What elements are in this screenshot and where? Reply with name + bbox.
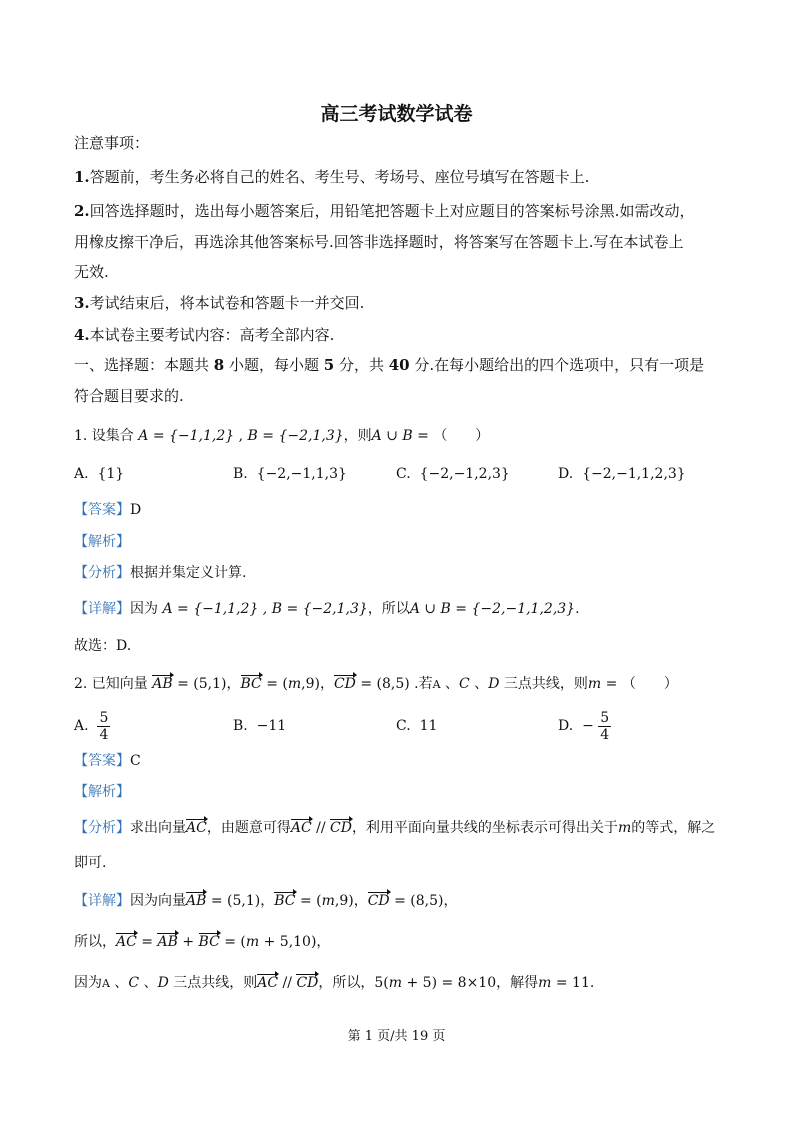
vector-cd: CD (367, 893, 390, 909)
section-text: 一、选择题：本题共 (74, 356, 214, 374)
vector-bc: BC (240, 676, 262, 692)
math-expression: A = {−1,1,2} , B = {−2,1,3} (162, 601, 368, 617)
q2-fenxi (74, 818, 715, 838)
point-label: C (459, 676, 470, 692)
option-value: {1} (97, 466, 125, 482)
item-text: 考试结束后，将本试卷和答题卡一并交回. (89, 294, 365, 312)
item-number: 1. (74, 168, 90, 186)
total-points: 40 (388, 356, 410, 374)
option-label: C. (396, 466, 411, 482)
math-expression: + 5,10) (259, 934, 317, 950)
math-operator: + (177, 934, 199, 950)
vector-ac: AC (116, 934, 137, 950)
numerator: 5 (600, 709, 610, 726)
section-text: 分，共 (334, 356, 389, 374)
option-value: −11 (256, 718, 287, 734)
question-count: 8 (213, 356, 225, 374)
notice-item-3 (74, 293, 364, 313)
notice-heading: 注意事项： (74, 134, 150, 152)
math-variable: m (321, 893, 335, 909)
question-text: ，则 (343, 428, 372, 444)
math-expression: = (5,1) (206, 893, 261, 909)
notice-item-2-line-2: 用橡皮擦干净后，再选涂其他答案标号.回答非选择题时，将答案写在答题卡上.写在本试卷上 (74, 233, 684, 251)
xiangjie-tag: 【详解】 (74, 893, 130, 909)
analysis-tag: 【解析】 (74, 534, 130, 550)
question-text: .若 (409, 676, 433, 692)
vector-cd: CD (330, 820, 352, 836)
math-variable: m (538, 975, 552, 991)
point-label: D (488, 676, 500, 692)
q2-option-d (558, 708, 611, 744)
question-points: 5 (323, 356, 335, 374)
punctuation: ， (443, 893, 458, 909)
punctuation: 、 (139, 975, 158, 991)
page-footer: 第 1 页/共 19 页 (347, 1029, 446, 1044)
item-number: 2. (74, 202, 90, 220)
option-label: B. (233, 718, 248, 734)
math-variable: m (617, 820, 632, 836)
vector-ab: AB (157, 934, 178, 950)
math-expression: = ( (261, 676, 288, 692)
fraction (97, 710, 110, 743)
option-value: {−2,−1,2,3} (419, 466, 510, 482)
xiangjie-text: ，所以， (318, 975, 375, 991)
q1-answer (74, 500, 141, 520)
math-expression: A = {−1,1,2} (138, 428, 235, 444)
notice-item-2 (74, 201, 694, 221)
math-expression: = (601, 676, 618, 692)
question-text: 2. 已知向量 (74, 676, 148, 692)
q2-fenxi-line-2: 即可. (74, 855, 107, 871)
option-label: D. (558, 718, 574, 734)
notice-item-2-line-3: 无效. (74, 263, 109, 281)
question-1-stem (74, 426, 489, 446)
denominator: 4 (600, 726, 610, 743)
xiangjie-text: ，所以 (367, 601, 410, 617)
fenxi-text: ，利用平面向量共线的坐标表示可得出关于 (351, 820, 618, 836)
math-variable: m (388, 975, 403, 991)
math-expression: = (8,5) (389, 893, 444, 909)
math-variable: m (587, 676, 602, 692)
punctuation: ， (353, 893, 368, 909)
punctuation: ， (260, 893, 275, 909)
section-heading-line-2: 符合题目要求的. (74, 387, 184, 405)
xiangjie-text: 因为向量 (130, 893, 186, 909)
math-expression: = (8,5) (355, 676, 410, 692)
math-expression: = ( (219, 934, 246, 950)
option-label: B. (233, 466, 248, 482)
punctuation: . (575, 601, 580, 617)
option-label: C. (396, 718, 411, 734)
punctuation: ， (226, 676, 241, 692)
option-label: D. (558, 466, 574, 482)
math-expression: = (136, 934, 158, 950)
q2-option-b (233, 716, 286, 736)
q2-xiangjie-step-2 (74, 932, 330, 952)
fenxi-text: ，由题意可得 (206, 820, 291, 836)
answer-tag: 【答案】 (74, 502, 130, 518)
q1-option-c (396, 464, 510, 484)
fenxi-tag: 【分析】 (74, 820, 130, 836)
separator: , (234, 428, 248, 444)
question-text: 1. 设集合 (74, 428, 134, 444)
denominator: 4 (99, 726, 109, 743)
option-label: A. (74, 466, 89, 482)
punctuation: ， (316, 934, 331, 950)
option-value: {−2,−1,1,2,3} (582, 466, 686, 482)
math-expression: ,9) (334, 893, 354, 909)
answer-value: D (130, 502, 142, 518)
math-variable: m (287, 676, 302, 692)
answer-blank: （ ） (621, 676, 678, 692)
option-label: A. (74, 718, 89, 734)
vector-ab: AB (152, 676, 173, 692)
math-expression: B = {−2,1,3} (247, 428, 344, 444)
minus-sign: − (582, 718, 594, 734)
q2-xiangjie (74, 891, 457, 911)
math-variable: m (245, 934, 260, 950)
q2-xiangjie-step-3 (74, 973, 594, 994)
fenxi-tag: 【分析】 (74, 565, 130, 581)
xiangjie-text: 所以， (74, 934, 116, 950)
vector-cd: CD (333, 676, 356, 692)
q1-analysis-tag (74, 532, 130, 552)
punctuation: 、 (469, 676, 489, 692)
point-label: A (102, 977, 110, 990)
section-text: 小题，每小题 (224, 356, 324, 374)
item-text: 答题前，考生务必将自己的姓名、考生号、考场号、座位号填写在答题卡上. (89, 168, 590, 186)
q2-option-c (396, 716, 437, 736)
section-text: 分.在每小题给出的四个选项中，只有一项是 (409, 356, 705, 374)
point-label: C (128, 975, 140, 991)
notice-item-4 (74, 325, 334, 345)
math-expression: A ∪ B = {−2,−1,1,2,3} (409, 601, 576, 617)
xiangjie-text: ，解得 (496, 975, 539, 991)
punctuation: 、 (440, 676, 460, 692)
q1-choose: 故选：D. (74, 638, 132, 654)
point-label: A (432, 678, 441, 691)
parallel-symbol: // (311, 820, 330, 836)
question-2-stem (74, 674, 678, 695)
xiangjie-text: 因为 (74, 975, 102, 991)
punctuation: 、 (109, 975, 129, 991)
notice-item-1 (74, 167, 589, 187)
parallel-symbol: // (278, 975, 297, 991)
option-value: {−2,−1,1,3} (256, 466, 347, 482)
fenxi-text: 的等式，解之 (631, 820, 716, 836)
point-label: D (157, 975, 169, 991)
q2-answer (74, 751, 141, 771)
vector-bc: BC (274, 893, 296, 909)
vector-bc: BC (198, 934, 220, 950)
punctuation: ， (319, 676, 334, 692)
math-expression: ,9) (301, 676, 320, 692)
math-expression: 5( (374, 975, 389, 991)
xiangjie-text: 因为 (130, 601, 158, 617)
math-expression: + 5) = 8×10 (402, 975, 497, 991)
option-value: 11 (419, 718, 438, 734)
xiangjie-tag: 【详解】 (74, 601, 130, 617)
section-heading (74, 355, 704, 375)
answer-tag: 【答案】 (74, 753, 130, 769)
page-title: 高三考试数学试卷 (320, 103, 473, 125)
item-text: 本试卷主要考试内容：高考全部内容. (89, 326, 335, 344)
vector-ac: AC (290, 820, 312, 836)
numerator: 5 (99, 709, 109, 726)
math-expression: = ( (295, 893, 322, 909)
fraction (598, 710, 611, 743)
xiangjie-text: 三点共线，则 (168, 975, 258, 991)
question-text: 三点共线，则 (499, 676, 588, 692)
q2-option-a (74, 708, 110, 744)
math-expression: A ∪ B = (371, 428, 429, 444)
answer-blank: （ ） (433, 428, 490, 444)
vector-ac: AC (186, 820, 207, 836)
vector-cd: CD (296, 975, 319, 991)
q1-option-b (233, 464, 347, 484)
item-text: 回答选择题时，选出每小题答案后，用铅笔把答题卡上对应题目的答案标号涂黑.如需改动， (89, 202, 695, 220)
vector-ab: AB (186, 893, 207, 909)
item-number: 4. (74, 326, 90, 344)
q1-option-a (74, 464, 124, 484)
analysis-tag: 【解析】 (74, 784, 130, 800)
fenxi-text: 根据并集定义计算. (130, 565, 247, 581)
q1-fenxi (74, 563, 246, 583)
math-expression: = 11. (551, 975, 595, 991)
q1-xiangjie (74, 599, 580, 619)
item-number: 3. (74, 294, 90, 312)
q1-option-d (558, 464, 686, 484)
answer-value: C (130, 753, 141, 769)
fenxi-text: 求出向量 (130, 820, 186, 836)
math-expression: = (5,1) (172, 676, 227, 692)
vector-ac: AC (257, 975, 279, 991)
q2-analysis-tag (74, 782, 130, 802)
